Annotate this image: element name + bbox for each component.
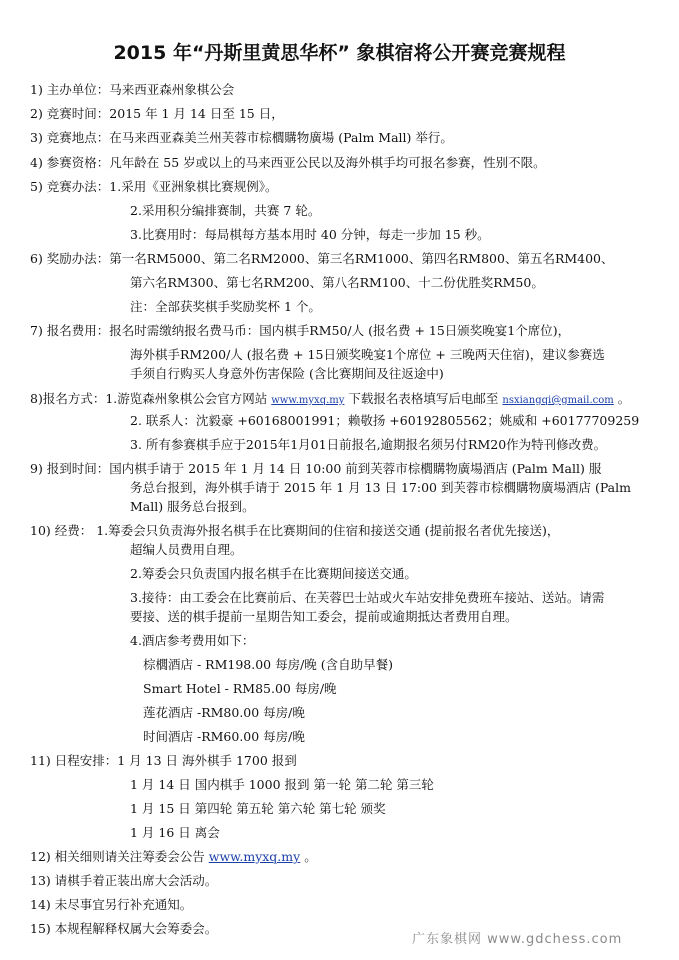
item-expenses-3: 2.筹委会只负责国内报名棋手在比赛期间接送交通。	[130, 566, 417, 581]
item-method-3: 3.比赛用时：每局棋每方基本用时 40 分钟，每走一步加 15 秒。	[130, 227, 490, 242]
item-time: 2) 竞赛时间：2015 年 1 月 14 日至 15 日，	[30, 106, 284, 121]
item-organizer: 1) 主办单位：马来西亚森州象棋公会	[30, 82, 235, 97]
hotel-2: Smart Hotel - RM85.00 每房/晚	[143, 681, 337, 696]
item-contacts: 2. 联系人：沈毅豪 +60168001991；赖敬扬 +60192805562；姚威和 +60177709259	[130, 413, 640, 428]
schedule-day2: 1 月 14 日 国内棋手 1000 报到 第一轮 第二轮 第三轮	[130, 777, 434, 792]
item-interpretation: 15) 本规程解释权属大会筹委会。	[30, 921, 218, 936]
item-checkin-3: Mall) 服务总台报到。	[130, 499, 255, 514]
item-awards-2: 第六名RM300、第七名RM200、第八名RM100、十二份优胜奖RM50。	[130, 275, 544, 290]
announcement-link[interactable]: www.myxq.my	[208, 849, 301, 864]
item-announcement	[30, 849, 317, 865]
registration-end: 。	[617, 391, 631, 406]
schedule-day4: 1 月 16 日 离会	[130, 825, 220, 840]
item-reception: 3.接待：由工委会在比赛前后、在芙蓉巴士站或火车站安排免费班车接站、送站。请需	[130, 590, 605, 605]
item-schedule: 11) 日程安排：1 月 13 日 海外棋手 1700 报到	[30, 753, 297, 768]
item-expenses: 10) 经费： 1.筹委会只负责海外报名棋手在比赛期间的住宿和接送交通 (提前报名者优先接送)，	[30, 523, 560, 538]
item-expenses-2: 超编人员费用自理。	[130, 542, 243, 557]
item-registration	[30, 391, 630, 409]
page-title: 2015 年“丹斯里黄思华杯” 象棋宿将公开赛竞赛规程	[113, 42, 566, 64]
announcement-end: 。	[304, 849, 317, 864]
hotel-4: 时间酒店 -RM60.00 每房/晚	[143, 729, 305, 744]
website-link[interactable]: www.myxq.my	[271, 395, 345, 406]
schedule-day3: 1 月 15 日 第四轮 第五轮 第六轮 第七轮 颁奖	[130, 801, 386, 816]
item-other: 14) 未尽事宜另行补充通知。	[30, 897, 193, 912]
item-method-2: 2.采用积分编排赛制，共赛 7 轮。	[130, 203, 321, 218]
hotel-1: 棕櫚酒店 - RM198.00 每房/晚 (含自助早餐)	[143, 657, 394, 672]
item-eligibility: 4) 参赛资格：凡年龄在 55 岁或以上的马来西亚公民以及海外棋手均可报名参赛，性别不限。	[30, 155, 546, 170]
item-venue: 3) 竞赛地点：在马来西亚森美兰州芙蓉市棕櫚購物廣場 (Palm Mall) 举行。	[30, 130, 453, 145]
item-dress: 13) 请棋手着正装出席大会活动。	[30, 873, 218, 888]
item-checkin: 9) 报到时间：国内棋手请于 2015 年 1 月 14 日 10:00 前到芙蓉市棕櫚購物廣場酒店 (Palm Mall) 服	[30, 461, 602, 476]
registration-text: 8)报名方式：1.游览森州象棋公会官方网站	[30, 391, 268, 406]
registration-text-2: 下载报名表格填写后电邮至	[348, 391, 499, 406]
item-fee: 7) 报名费用：报名时需缴纳报名费马币：国内棋手RM50/人 (报名费 + 15日颁奖晚宴1个席位)，	[30, 323, 571, 338]
item-fee-3: 手须自行购买人身意外伤害保险 (含比赛期间及往返途中)	[130, 366, 444, 381]
item-fee-2: 海外棋手RM200/人 (报名费 + 15日颁奖晚宴1个席位 + 三晚两天住宿)，建议参赛选	[130, 347, 605, 362]
item-awards-note: 注：全部获奖棋手奖励奖杯 1 个。	[130, 299, 321, 314]
item-hotels: 4.酒店参考费用如下：	[130, 633, 255, 648]
announcement-text: 12) 相关细则请关注筹委会公告	[30, 849, 205, 864]
watermark: 广东象棋网 www.gdchess.com	[412, 932, 623, 947]
item-awards: 6) 奖励办法：第一名RM5000、第二名RM2000、第三名RM1000、第四名RM800、第五名RM400、	[30, 251, 614, 266]
hotel-3: 莲花酒店 -RM80.00 每房/晚	[143, 705, 305, 720]
email-link[interactable]: nsxiangqi@gmail.com	[502, 395, 614, 406]
item-reception-2: 要接、送的棋手提前一星期告知工委会，提前或逾期抵达者费用自理。	[130, 609, 518, 624]
item-deadline: 3. 所有参赛棋手应于2015年1月01日前报名,逾期报名须另付RM20作为特刊修改费。	[130, 437, 607, 452]
item-method: 5) 竞赛办法：1.采用《亚洲象棋比赛规例》。	[30, 179, 278, 194]
item-checkin-2: 务总台报到，海外棋手请于 2015 年 1 月 13 日 17:00 到芙蓉市棕櫚購物廣場酒店 (Palm	[130, 480, 631, 495]
